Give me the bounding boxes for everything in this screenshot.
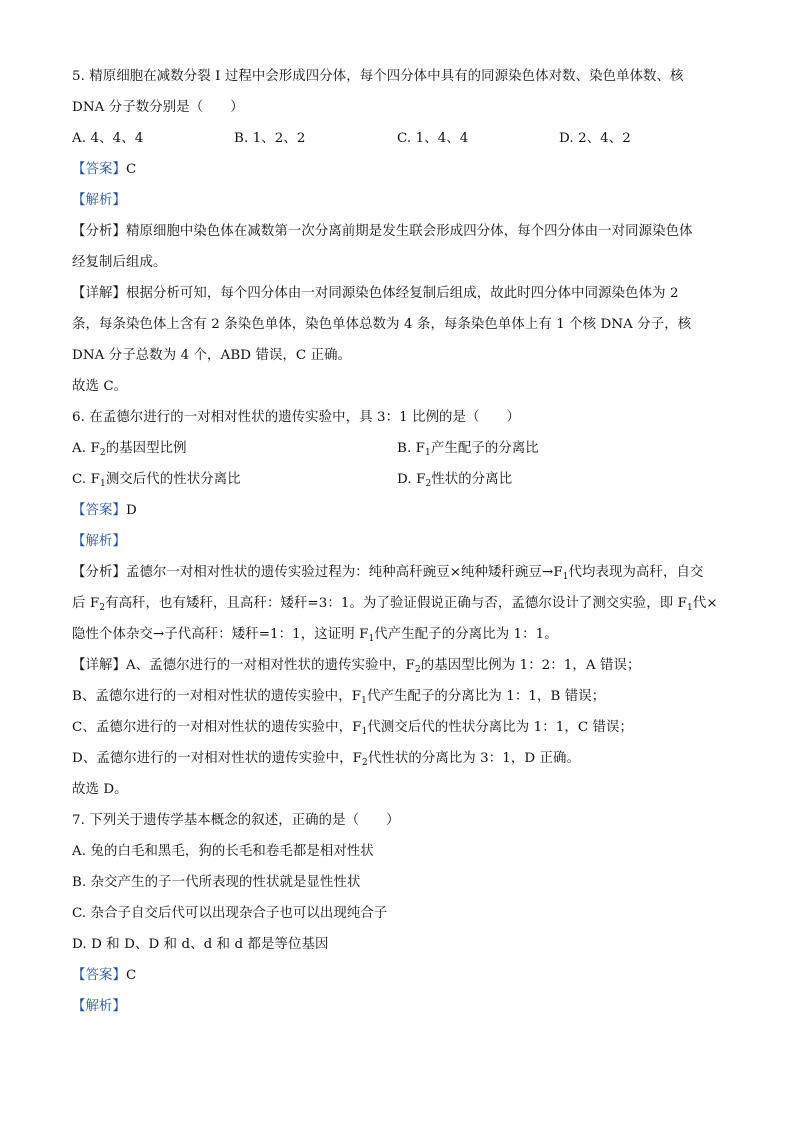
q6-answer: [72, 502, 137, 520]
q5-jiexi: [72, 192, 126, 210]
q5-xiangjie-line3: DNA 分子总数为 4 个，ABD 错误，C 正确。: [72, 348, 352, 363]
q6-jiexi: [72, 533, 126, 551]
q6-xiangjie-d: D、孟德尔进行的一对相对性状的遗传实验中，$F_2$代性状的分离比为 3：1，D 正确。: [72, 751, 581, 768]
fenxi-tag: 【分析】: [72, 565, 126, 580]
q6-fenxi-line1: 【分析】孟德尔一对相对性状的遗传实验过程为：纯种高秆豌豆×纯种矮秆豌豆$\to F_1$代均表现为高秆，自交: [72, 565, 704, 582]
answer-tag: 【答案】: [72, 162, 126, 177]
q5-option-d: D. 2、4、2: [559, 131, 631, 146]
q7-jiexi: [72, 998, 126, 1016]
q5-answer: [72, 161, 136, 179]
q5-xiangjie-line2: 条，每条染色体上含有 2 条染色单体，染色单体总数为 4 条，每条染色单体上有 1 个核 DNA 分子，核: [72, 317, 692, 332]
answer-tag: 【答案】: [72, 968, 126, 983]
q7-option-c: C. 杂合子自交后代可以出现杂合子也可以出现纯合子: [72, 906, 388, 921]
q5-fenxi-line2: 经复制后组成。: [72, 255, 167, 270]
q7-option-b: B. 杂交产生的子一代所表现的性状就是显性性状: [72, 875, 361, 890]
q5-xiangjie-text1: 根据分析可知，每个四分体由一对同源染色体经复制后组成，故此时四分体中同源染色体为 2: [125, 286, 679, 301]
q5-conclusion: 故选 C。: [72, 379, 128, 394]
q6-xiangjie-c: C、孟德尔进行的一对相对性状的遗传实验中，$F_1$代测交后代的性状分离比为 1：1，C 错误；: [72, 720, 634, 737]
xiangjie-tag: 【详解】: [72, 286, 126, 301]
q6-fenxi-line3: 隐性个体杂交→子代高秆：矮秆=1：1，这证明 $F_1$代产生配子的分离比为 1：1。: [72, 627, 558, 644]
q7-answer-value: C: [125, 968, 137, 983]
jiexi-tag: 【解析】: [72, 193, 126, 208]
q6-option-d: D. $F_2$性状的分离比: [397, 472, 513, 489]
q5-option-b: B. 1、2、2: [234, 131, 306, 146]
q5-option-c: C. 1、4、4: [397, 131, 469, 146]
q6-fenxi-line2: 后 $F_2$有高秆，也有矮秆，且高秆：矮秆=3：1。为了验证假说正确与否，孟德尔设计了测交实验，即 $F_1$代×: [72, 596, 718, 613]
jiexi-tag: 【解析】: [72, 999, 126, 1014]
q6-option-b: B. $F_1$产生配子的分离比: [397, 441, 539, 458]
q6-option-c: C. $F_1$测交后代的性状分离比: [72, 472, 241, 489]
q6-stem: 6. 在孟德尔进行的一对相对性状的遗传实验中，具 3：1 比例的是（ ）: [72, 410, 521, 425]
q5-fenxi-line1: [72, 223, 693, 241]
jiexi-tag: 【解析】: [72, 534, 126, 549]
q6-xiangjie-a: 【详解】A、孟德尔进行的一对相对性状的遗传实验中，$F_2$的基因型比例为 1：2：1，A 错误；: [72, 658, 641, 675]
q7-answer: [72, 967, 136, 985]
q6-answer-value: D: [125, 503, 137, 518]
q7-stem: 7. 下列关于遗传学基本概念的叙述，正确的是（ ）: [72, 813, 400, 828]
q5-stem-line2: DNA 分子数分别是（ ）: [72, 100, 244, 115]
q5-xiangjie-line1: [72, 285, 679, 303]
q5-fenxi-text1: 精原细胞中染色体在减数第一次分离前期是发生联会形成四分体，每个四分体由一对同源染色体: [125, 224, 693, 239]
q5-stem-line1: 5. 精原细胞在减数分裂 I 过程中会形成四分体，每个四分体中具有的同源染色体对数、染色单体数、核: [72, 69, 684, 84]
fenxi-tag: 【分析】: [72, 224, 126, 239]
answer-tag: 【答案】: [72, 503, 126, 518]
q7-option-d: D. D 和 D、D 和 d、d 和 d 都是等位基因: [72, 937, 329, 952]
q6-option-a: A. $F_2$的基因型比例: [72, 441, 187, 458]
xiangjie-tag: 【详解】: [72, 658, 126, 673]
q6-conclusion: 故选 D。: [72, 782, 128, 797]
q6-xiangjie-b: B、孟德尔进行的一对相对性状的遗传实验中，$F_1$代产生配子的分离比为 1：1，B 错误；: [72, 689, 606, 706]
q5-option-a: A. 4、4、4: [72, 131, 144, 146]
q5-answer-value: C: [125, 162, 137, 177]
q7-option-a: A. 兔的白毛和黑毛，狗的长毛和卷毛都是相对性状: [72, 844, 374, 859]
